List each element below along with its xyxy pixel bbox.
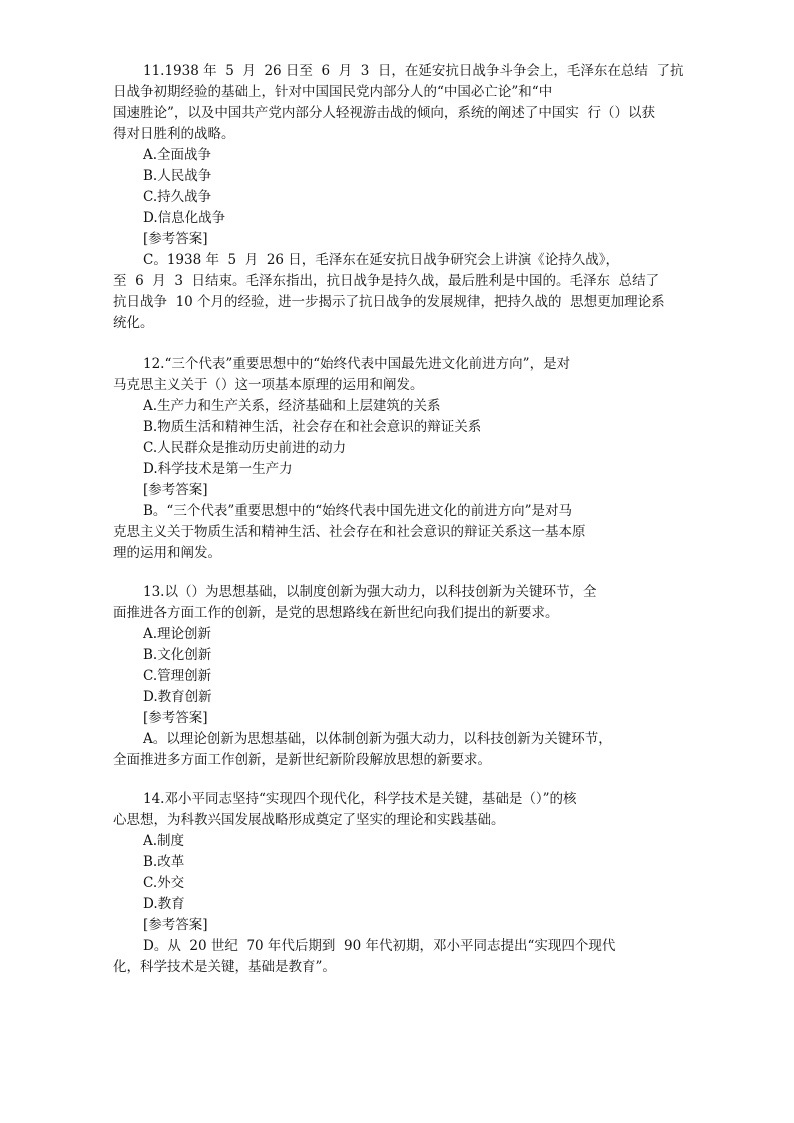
answer-label: [参考答案] xyxy=(143,710,208,726)
answer-line: A。以理论创新为思想基础，以体制创新为强大动力，以科技创新为关键环节， xyxy=(143,731,612,747)
option-d: D.教育 xyxy=(143,896,185,912)
option-a: A.全面战争 xyxy=(143,147,212,163)
option-c: C.持久战争 xyxy=(143,189,212,205)
question-stem-line: 日战争初期经验的基础上，针对中国国民党内部分人的“中国必亡论”和“中 xyxy=(113,84,553,100)
question-stem-line: 13.以（）为思想基础，以制度创新为强大动力，以科技创新为关键环节，全 xyxy=(143,584,597,600)
answer-line: 克思主义关于物质生活和精神生活、社会存在和社会意识的辩证关系这一基本原 xyxy=(113,524,586,540)
question-14 xyxy=(113,789,685,978)
answer-label: [参考答案] xyxy=(143,231,208,247)
question-stem-line: 得对日胜利的战略。 xyxy=(113,126,235,142)
option-d: D.信息化战争 xyxy=(143,210,226,226)
question-stem-line: 12.“三个代表”重要思想中的“始终代表中国最先进文化前进方向”，是对 xyxy=(143,356,571,372)
answer-line: 化，科学技术是关键，基础是教育”。 xyxy=(113,959,336,975)
option-b: B.文化创新 xyxy=(143,647,212,663)
answer-line: 统化。 xyxy=(113,315,154,331)
answer-line: 至 6 月 3 日结束。毛泽东指出，抗日战争是持久战，最后胜利是中国的。毛泽东 总结了 xyxy=(113,273,660,289)
option-b: B.人民战争 xyxy=(143,168,212,184)
answer-line: B。“三个代表”重要思想中的“始终代表中国先进文化的前进方向”是对马 xyxy=(143,503,573,519)
question-stem-line: 马克思主义关于（）这一项基本原理的运用和阐发。 xyxy=(113,377,424,393)
answer-line: D。从 20 世纪 70 年代后期到 90 年代初期，邓小平同志提出“实现四个现代 xyxy=(143,938,616,954)
option-c: C.外交 xyxy=(143,875,185,891)
question-stem-line: 面推进各方面工作的创新，是党的思想路线在新世纪向我们提出的新要求。 xyxy=(113,605,559,621)
option-d: D.教育创新 xyxy=(143,689,212,705)
answer-line: 全面推进多方面工作创新，是新世纪新阶段解放思想的新要求。 xyxy=(113,752,491,768)
option-b: B.物质生活和精神生活，社会存在和社会意识的辩证关系 xyxy=(143,419,482,435)
question-stem-line: 14.邓小平同志坚持“实现四个现代化，科学技术是关键，基础是（）”的核 xyxy=(143,791,577,807)
option-c: C.人民群众是推动历史前进的动力 xyxy=(143,440,347,456)
answer-line: 理的运用和阐发。 xyxy=(113,545,221,561)
question-12 xyxy=(113,354,685,564)
answer-line: 抗日战争 10 个月的经验，进一步揭示了抗日战争的发展规律，把持久战的 思想更加理论系 xyxy=(113,294,665,310)
question-stem-line: 11.1938 年 5 月 26 日至 6 月 3 日，在延安抗日战争斗争会上，毛泽东在总结 了抗 xyxy=(143,63,684,79)
option-b: B.改革 xyxy=(143,854,185,870)
option-c: C.管理创新 xyxy=(143,668,212,684)
question-11 xyxy=(113,61,685,334)
option-a: A.制度 xyxy=(143,833,185,849)
question-stem-line: 心思想，为科教兴国发展战略形成奠定了坚实的理论和实践基础。 xyxy=(113,812,505,828)
answer-line: C。1938 年 5 月 26 日，毛泽东在延安抗日战争研究会上讲演《论持久战》， xyxy=(143,252,620,268)
option-a: A.理论创新 xyxy=(143,626,212,642)
answer-label: [参考答案] xyxy=(143,482,208,498)
question-stem-line: 国速胜论”，以及中国共产党内部分人轻视游击战的倾向，系统的阐述了中国实 行（）以获 xyxy=(113,105,655,121)
answer-label: [参考答案] xyxy=(143,917,208,933)
question-13 xyxy=(113,582,685,771)
option-a: A.生产力和生产关系，经济基础和上层建筑的关系 xyxy=(143,398,441,414)
option-d: D.科学技术是第一生产力 xyxy=(143,461,293,477)
